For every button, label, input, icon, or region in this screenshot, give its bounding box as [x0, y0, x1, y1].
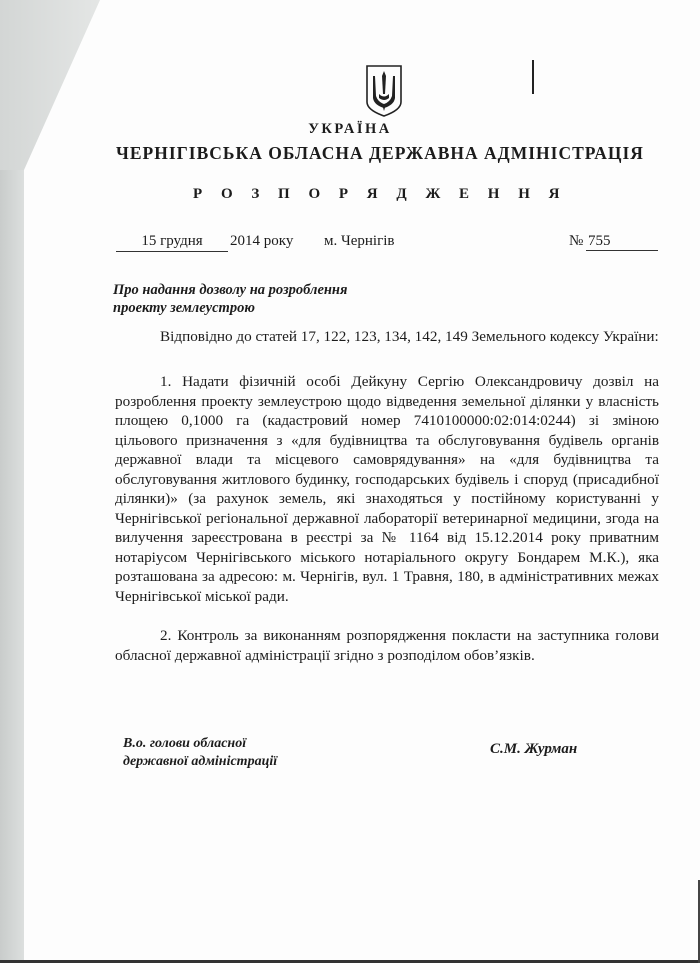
- subject: [113, 281, 347, 317]
- authority-name: ЧЕРНІГІВСЬКА ОБЛАСНА ДЕРЖАВНА АДМІНІСТРАЦІЯ: [116, 143, 644, 163]
- city: м. Чернігів: [324, 233, 395, 249]
- intro-paragraph: Відповідно до статей 17, 122, 123, 134, 142, 149 Земельного кодексу України:: [160, 328, 659, 345]
- signatory-position-line-2: державної адміністрації: [123, 754, 278, 769]
- item-1-paragraph: 1. Надати фізичній особі Дейкуну Сергію Олександровичу дозвіл на розроблення проекту землеустрою щодо відведення земельної ділянки у власність площею 0,1000 га (кадастровий номер 7410100000:02:014:0244) зі зміною цільового призначення з «для будівництва та обслуговування будівель органів державної влади та місцевого самоврядування» на «для будівництва та обслуговування житлового будинку, господарських будівель і споруд (присадибної ділянки)» (за рахунок земель, які знаходяться у постійному користуванні у Чернігівської регіональної державної лабораторії ветеринарної медицини, згода на вилучення зареєстрована в реєстрі за № 1164 від 15.12.2014 року приватним нотаріусом Чернігівського міського нотаріального округу Бондарем М.К.), яка розташована за адресою: м. Чернігів, вул. 1 Травня, 180, в адміністративних межах Чернігівської міської ради.: [115, 373, 659, 605]
- trident-emblem-icon: [364, 64, 404, 118]
- item-2-paragraph: 2. Контроль за виконанням розпорядження покласти на заступника голови обласної державної адміністрації згідно з розподілом обов’язків.: [115, 627, 659, 664]
- signatory-position-line-1: В.о. голови обласної: [123, 736, 247, 751]
- date-year: 2014 року: [230, 233, 294, 249]
- number-label: №: [569, 233, 584, 249]
- subject-line-2: проекту землеустрою: [113, 300, 255, 316]
- document-type: Р О З П О Р Я Д Ж Е Н Н Я: [193, 186, 567, 202]
- subject-line-1: Про надання дозволу на розроблення: [113, 282, 348, 298]
- signatory-name: С.М. Журман: [490, 741, 578, 757]
- signatory-position: [123, 735, 277, 771]
- margin-mark: [532, 60, 534, 94]
- country-name: УКРАЇНА: [308, 121, 392, 137]
- document-number: 755: [586, 233, 658, 251]
- date-day: 15 грудня: [116, 233, 228, 252]
